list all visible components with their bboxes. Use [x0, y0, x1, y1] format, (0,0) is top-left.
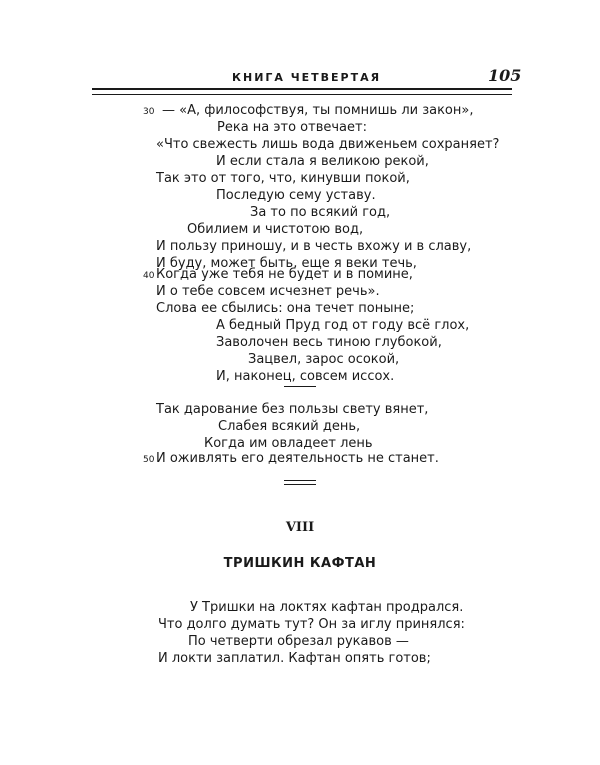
verse-line: Что долго думать тут? Он за иглу принялся:	[158, 617, 465, 632]
verse-line: И о тебе совсем исчезнет речь».	[156, 284, 380, 299]
line-number: 40	[143, 271, 155, 281]
fable-title: ТРИШКИН КАФТАН	[223, 556, 377, 571]
moral-line: Когда им овладеет лень	[204, 436, 373, 451]
verse-line: Заволочен весь тиною глубокой,	[216, 335, 442, 350]
moral-line: И оживлять его деятельность не станет.	[156, 451, 439, 466]
verse-line: — «А, философствуя, ты помнишь ли закон»,	[162, 103, 474, 118]
verse-line: Последую сему уставу.	[216, 188, 376, 203]
verse-line: Слова ее сбылись: она течет поныне;	[156, 301, 415, 316]
header-rule	[92, 88, 512, 95]
line-number: 50	[143, 455, 155, 465]
verse-line: За то по всякий год,	[250, 205, 391, 220]
verse-line: Река на это отвечает:	[217, 120, 367, 135]
verse-line: Обилием и чистотою вод,	[187, 222, 364, 237]
fable-number: VIII	[285, 520, 315, 535]
verse-line: Так это от того, что, кинувши покой,	[156, 171, 410, 186]
verse-line: А бедный Пруд год от году всё глох,	[216, 318, 470, 333]
line-number: 30	[143, 107, 155, 117]
verse-line: И буду, может быть, еще я веки течь,	[156, 256, 417, 271]
verse-line: И пользу приношу, и в честь вхожу и в славу,	[156, 239, 472, 254]
moral-line: Слабея всякий день,	[218, 419, 361, 434]
verse-line: «Что свежесть лишь вода движеньем сохраняет?	[156, 137, 500, 152]
verse-line: У Тришки на локтях кафтан продрался.	[190, 600, 464, 615]
verse-line: И локти заплатил. Кафтан опять готов;	[158, 651, 431, 666]
running-title: КНИГА ЧЕТВЕРТАЯ	[232, 71, 382, 84]
moral-line: Так дарование без пользы свету вянет,	[156, 402, 429, 417]
section-divider	[284, 386, 316, 387]
page-number: 105	[488, 66, 522, 85]
verse-line: Зацвел, зарос осокой,	[248, 352, 400, 367]
verse-line: И если стала я великою рекой,	[216, 154, 429, 169]
verse-line: По четверти обрезал рукавов —	[188, 634, 409, 649]
end-of-fable-rule	[284, 480, 316, 485]
verse-line: И, наконец, совсем иссох.	[216, 369, 395, 384]
verse-line: Когда уже тебя не будет и в помине,	[156, 267, 413, 282]
